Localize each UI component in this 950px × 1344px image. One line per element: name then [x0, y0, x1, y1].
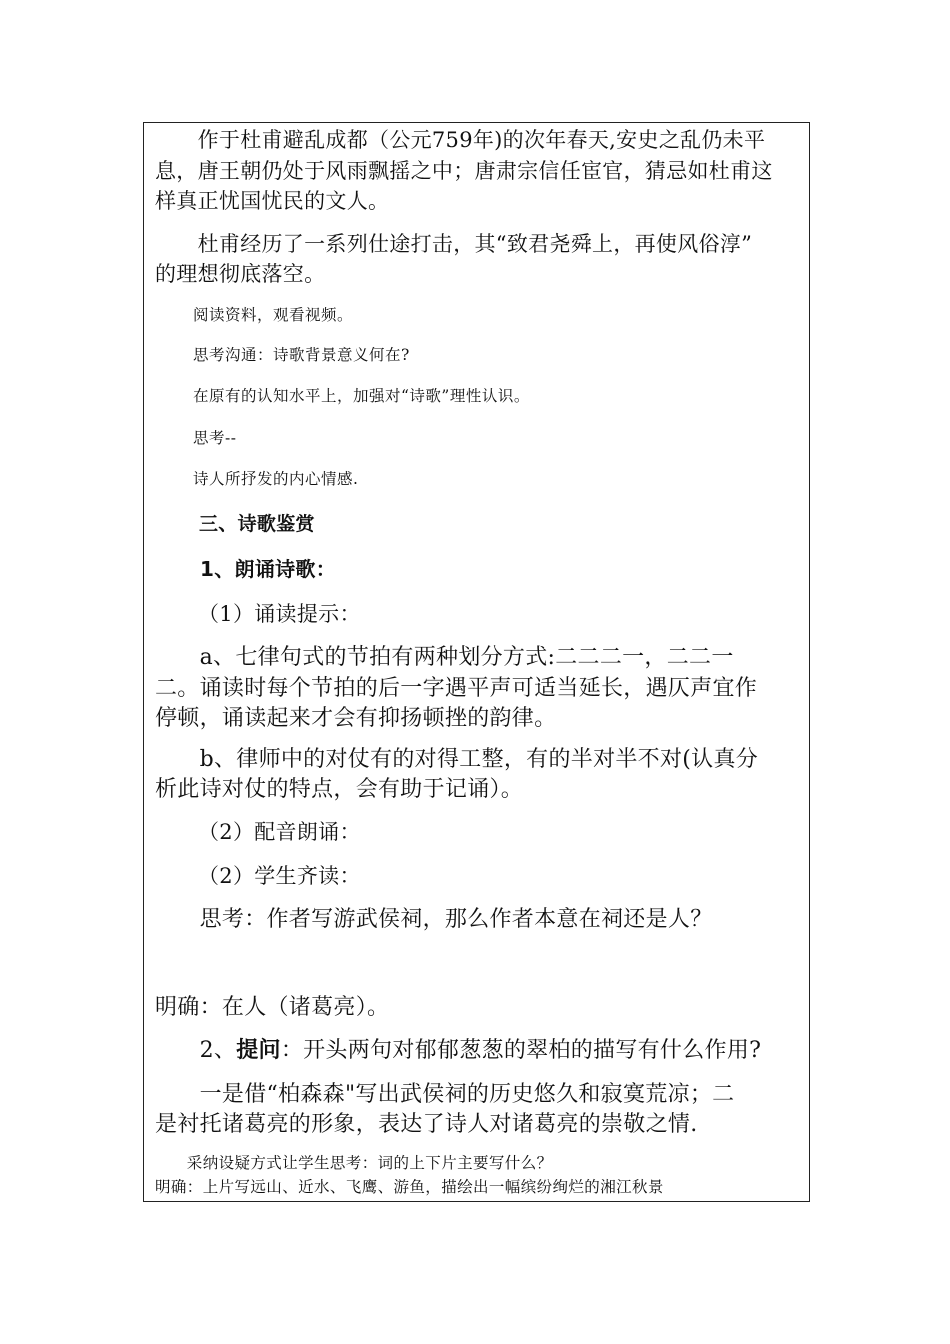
paragraph-line: 停顿，诵读起来才会有抑扬顿挫的韵律。 [155, 706, 557, 731]
question-number: 2、 [155, 1038, 237, 1063]
paragraph-line: b、律师中的对仗有的对得工整，有的半对半不对(认真分 [155, 747, 759, 772]
paragraph-line: 的理想彻底落空。 [155, 262, 326, 286]
item-heading: （2）配音朗诵： [198, 820, 361, 844]
item-heading: （2）学生齐读： [198, 864, 361, 888]
note-line: 阅读资料，观看视频。 [193, 306, 354, 324]
paragraph-line: a、七律句式的节拍有两种划分方式:二二二一，二二一 [155, 645, 734, 670]
paragraph-line: 样真正忧国忧民的文人。 [155, 189, 390, 213]
subsection-heading: 1、朗诵诗歌： [200, 557, 337, 581]
question-label: 提问 [236, 1037, 281, 1063]
section-heading: 三、诗歌鉴赏 [199, 513, 315, 535]
paragraph-line: 二。诵读时每个节拍的后一字遇平声可适当延长，遇仄声宜作 [155, 676, 758, 701]
note-line: 诗人所抒发的内心情感. [193, 470, 359, 488]
note-line: 在原有的认知水平上，加强对“诗歌”理性认识。 [193, 387, 530, 405]
note-line: 思考沟通：诗歌背景意义何在? [193, 346, 410, 364]
paragraph-line: 杜甫经历了一系列仕途打击，其“致君尧舜上，再使风俗淳” [155, 232, 753, 256]
paragraph-line: 作于杜甫避乱成都（公元759年)的次年春天,安史之乱仍未平 [155, 128, 766, 152]
paragraph-line: 一是借“柏森森"写出武侯祠的历史悠久和寂寞荒凉；二 [155, 1082, 735, 1107]
paragraph-line: 息，唐王朝仍处于风雨飘摇之中；唐肃宗信任宦官，猜忌如杜甫这 [155, 159, 773, 183]
think-line: 思考：作者写游武侯祠，那么作者本意在祠还是人？ [155, 907, 713, 932]
paragraph-line: 采纳设疑方式让学生思考：词的上下片主要写什么？ [155, 1154, 553, 1172]
paragraph-line: 析此诗对仗的特点，会有助于记诵）。 [155, 777, 524, 802]
question-text: ：开头两句对郁郁葱葱的翠柏的描写有什么作用? [280, 1038, 762, 1063]
item-heading: （1）诵读提示： [198, 602, 361, 626]
answer-line: 明确：在人（诸葛亮）。 [155, 995, 390, 1020]
question-line [155, 1033, 803, 1064]
note-line: 思考-- [193, 429, 237, 447]
paragraph-line: 明确：上片写远山、近水、飞鹰、游鱼，描绘出一幅缤纷绚烂的湘江秋景 [155, 1178, 664, 1196]
paragraph-line: 是衬托诸葛亮的形象，表达了诗人对诸葛亮的崇敬之情. [155, 1112, 698, 1137]
